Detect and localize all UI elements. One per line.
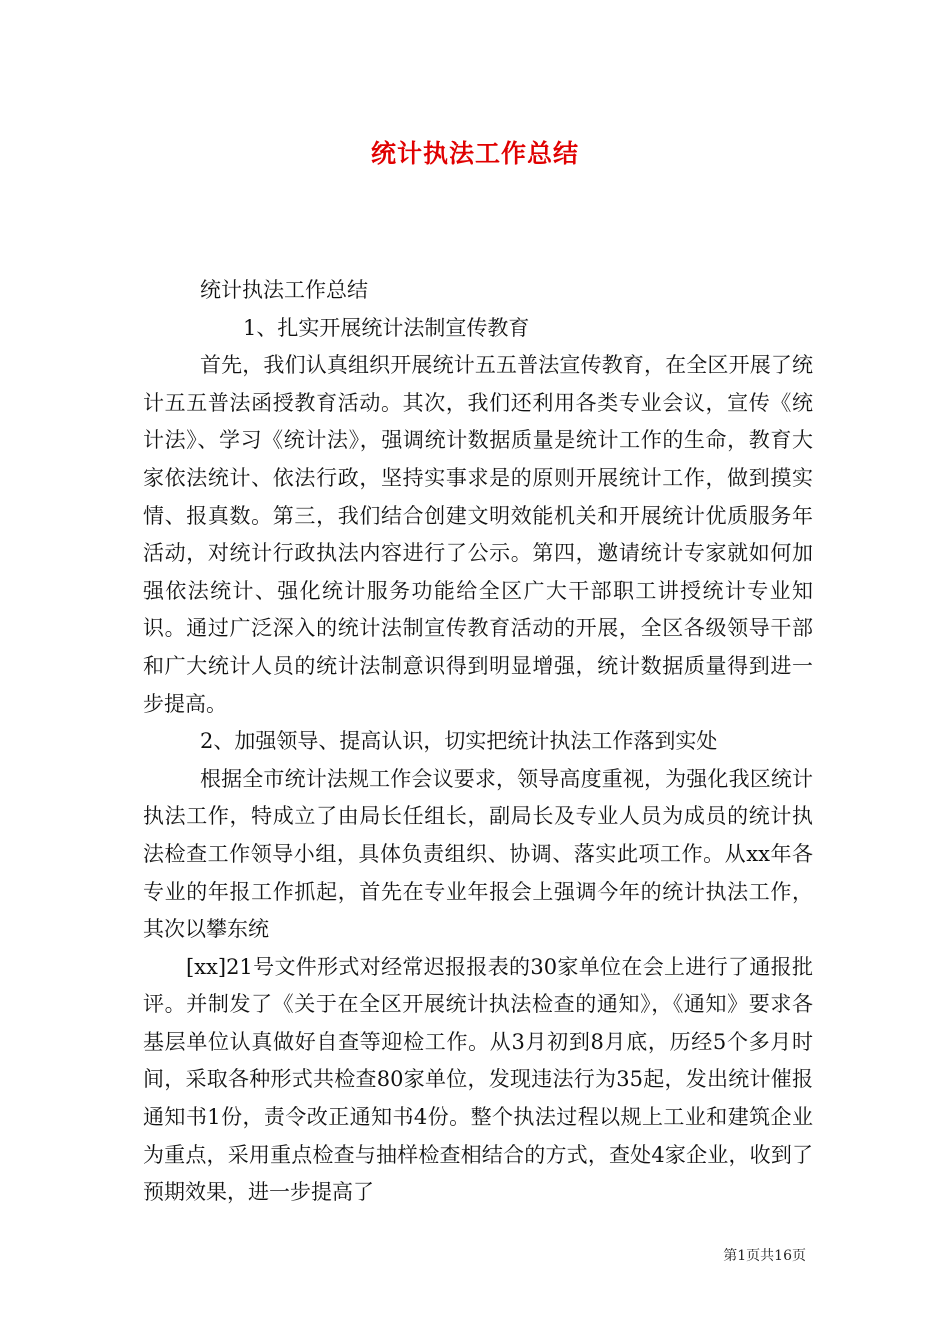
document-body [143, 272, 813, 1212]
section-heading-1: 1、扎实开展统计法制宣传教育 [243, 315, 530, 340]
document-subtitle: 统计执法工作总结 [200, 278, 368, 302]
body-paragraph: 根据全市统计法规工作会议要求，领导高度重视，为强化我区统计执法工作，特成立了由局长任组长，副局长及专业人员为成员的统计执法检查工作领导小组，具体负责组织、协调、落实此项工作。从xx年各专业的年报工作抓起，首先在专业年报会上强调今年的统计执法工作，其次以攀东统 [143, 766, 813, 942]
body-paragraph: 首先，我们认真组织开展统计五五普法宣传教育，在全区开展了统计五五普法函授教育活动。其次，我们还利用各类专业会议，宣传《统计法》、学习《统计法》，强调统计数据质量是统计工作的生命，教育大家依法统计、依法行政，坚持实事求是的原则开展统计工作，做到摸实情、报真数。第三，我们结合创建文明效能机关和开展统计优质服务年活动，对统计行政执法内容进行了公示。第四，邀请统计专家就如何加强依法统计、强化统计服务功能给全区广大干部职工讲授统计专业知识。通过广泛深入的统计法制宣传教育活动的开展，全区各级领导干部和广大统计人员的统计法制意识得到明显增强，统计数据质量得到进一步提高。 [143, 353, 813, 716]
document-title: 统计执法工作总结 [370, 139, 579, 168]
page-number: 第1页共16页 [723, 1248, 806, 1264]
section-heading-2: 2、加强领导、提高认识，切实把统计执法工作落到实处 [200, 729, 718, 754]
body-paragraph: [xx]21号文件形式对经常迟报报表的30家单位在会上进行了通报批评。并制发了《关于在全区开展统计执法检查的通知》，《通知》要求各基层单位认真做好自查等迎检工作。从3月初到8月底，历经5个多月时间，采取各种形式共检查80家单位，发现违法行为35起，发出统计催报通知书1份，责令改正通知书4份。整个执法过程以规上工业和建筑企业为重点，采用重点检查与抽样检查相结合的方式，查处4家企业，收到了预期效果，进一步提高了 [143, 954, 813, 1205]
